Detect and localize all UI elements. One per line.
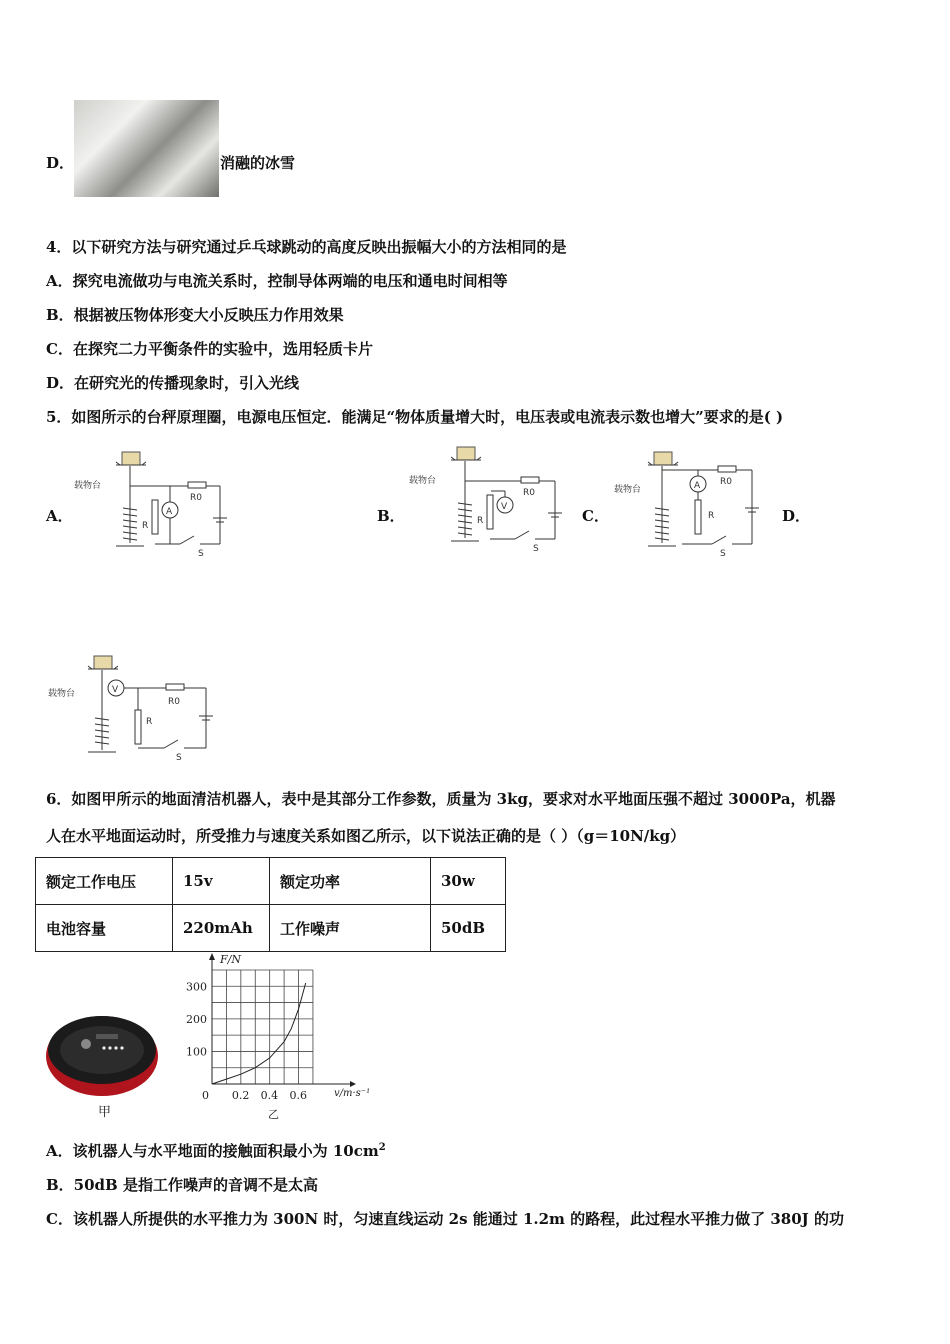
- q4-option-c: C．在探究二力平衡条件的实验中，选用轻质卡片: [46, 340, 373, 358]
- table-row: [36, 858, 506, 905]
- robot-caption: 甲: [98, 1105, 112, 1120]
- q6-option-a-text: A．该机器人与水平地面的接触面积最小为 10cm: [46, 1142, 379, 1160]
- circuit-diagram-d: [46, 652, 216, 762]
- table-cell: 额定功率: [270, 858, 431, 905]
- q5-option-c-label: C．: [582, 507, 609, 525]
- q5-option-a-label: A．: [46, 507, 73, 525]
- x-tick-label: 0.2: [231, 1089, 250, 1102]
- r0-label: R0: [190, 493, 202, 503]
- table-cell: 30w: [431, 858, 506, 905]
- switch-label: S: [176, 753, 182, 762]
- r-label: R: [142, 521, 149, 531]
- table-cell: 50dB: [431, 905, 506, 952]
- switch-label: S: [198, 549, 204, 559]
- q6-option-a: [46, 1140, 386, 1161]
- platform-label: 载物台: [74, 481, 102, 491]
- y-tick-label: 300: [186, 980, 207, 994]
- table-cell: 15v: [173, 858, 270, 905]
- q3-option-d-text: 消融的冰雪: [220, 154, 296, 172]
- x-tick-label: 0.4: [260, 1089, 279, 1102]
- platform-label: 载物台: [48, 689, 76, 699]
- switch-label: S: [720, 549, 726, 559]
- r-label: R: [708, 511, 715, 521]
- y-axis-label: F/N: [220, 953, 241, 966]
- voltmeter-label: V: [501, 502, 508, 512]
- platform-label: 载物台: [614, 485, 642, 495]
- q4-option-d: D．在研究光的传播现象时，引入光线: [46, 374, 300, 392]
- circuit-diagram-c: [612, 448, 772, 560]
- circuit-diagram-a: [70, 448, 250, 560]
- r-label: R: [477, 516, 484, 526]
- robot-cleaner-image: [44, 1004, 164, 1124]
- q6-option-b: B．50dB 是指工作噪声的音调不是太高: [46, 1176, 318, 1194]
- q4-option-b: B．根据被压物体形变大小反映压力作用效果: [46, 306, 344, 324]
- q4-option-a: A．探究电流做功与电流关系时，控制导体两端的电压和通电时间相等: [46, 272, 508, 290]
- ammeter-label: A: [694, 481, 701, 491]
- q6-stem-line1: 6．如图甲所示的地面清洁机器人，表中是其部分工作参数，质量为 3kg，要求对水平地面压强不超过 3000Pa，机器: [46, 790, 836, 808]
- melting-snow-image: [74, 100, 219, 197]
- q5-option-b-label: B．: [377, 507, 405, 525]
- q4-stem: 4．以下研究方法与研究通过乒乓球跳动的高度反映出振幅大小的方法相同的是: [46, 238, 567, 256]
- switch-label: S: [533, 544, 539, 554]
- q5-option-d-label: D．: [782, 507, 811, 525]
- q6-stem-line2: 人在水平地面运动时，所受推力与速度关系如图乙所示，以下说法正确的是（ ）（g＝10N/kg）: [46, 827, 686, 845]
- table-row: [36, 905, 506, 952]
- x-tick-label: 0.6: [289, 1089, 308, 1102]
- table-cell: 额定工作电压: [36, 858, 173, 905]
- voltmeter-label: V: [112, 685, 119, 695]
- q6-option-a-sup: 2: [378, 1142, 386, 1153]
- q3-option-d-label: D．: [46, 154, 75, 172]
- q6-option-c: C．该机器人所提供的水平推力为 300N 时，匀速直线运动 2s 能通过 1.2m 的路程，此过程水平推力做了 380J 的功: [46, 1210, 844, 1228]
- robot-parameter-table: [35, 857, 506, 952]
- r0-label: R0: [168, 697, 180, 707]
- r-label: R: [146, 717, 153, 727]
- ammeter-label: A: [166, 507, 173, 517]
- circuit-diagram-b: [405, 443, 575, 555]
- platform-label: 载物台: [409, 476, 437, 486]
- r0-label: R0: [523, 488, 535, 498]
- x-axis-label: v/m·s⁻¹: [334, 1088, 371, 1099]
- table-cell: 220mAh: [173, 905, 270, 952]
- y-tick-label: 100: [186, 1045, 207, 1059]
- force-velocity-chart: [178, 948, 378, 1124]
- y-tick-label: 200: [186, 1012, 207, 1026]
- table-cell: 工作噪声: [270, 905, 431, 952]
- q5-stem: 5．如图所示的台秤原理圈，电源电压恒定．能满足“物体质量增大时，电压表或电流表示数也增大”要求的是( ): [46, 408, 784, 426]
- x-tick-label: 0: [202, 1089, 209, 1102]
- r0-label: R0: [720, 477, 732, 487]
- chart-caption: 乙: [268, 1108, 279, 1121]
- table-cell: 电池容量: [36, 905, 173, 952]
